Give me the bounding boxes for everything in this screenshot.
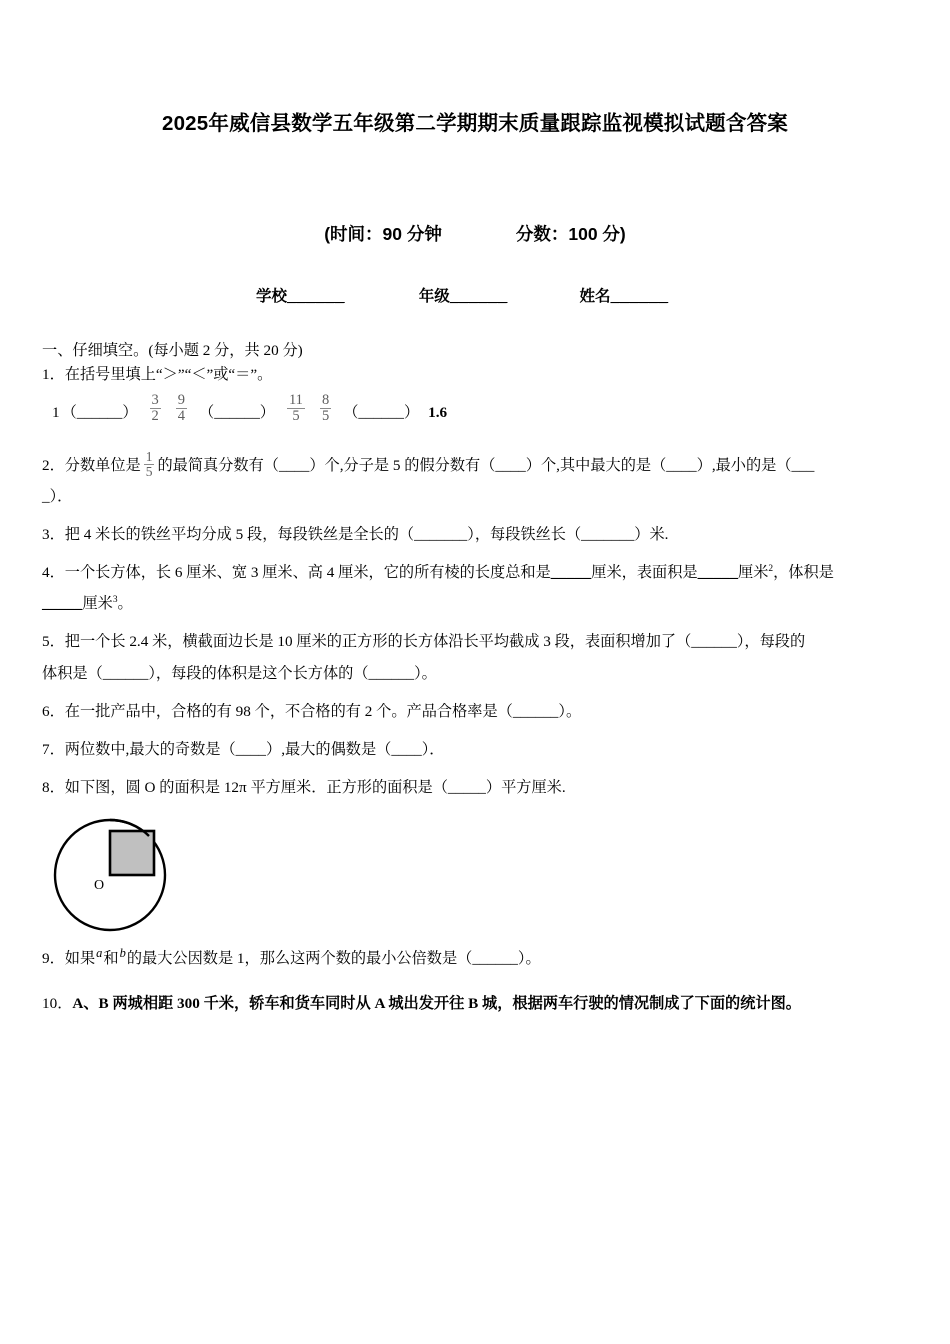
grade-blank: ______ xyxy=(449,288,508,305)
question-4 xyxy=(42,557,908,588)
question-9-text-c: 的最大公因数是 1，那么这两个数的最小公倍数是（______）。 xyxy=(126,950,541,968)
question-2-number: 2． xyxy=(42,456,65,474)
student-id-line xyxy=(42,246,908,306)
page-title: 2025年威信县数学五年级第二学期期末质量跟踪监视模拟试题含答案 xyxy=(161,112,788,135)
question-4-blank-2: _____ xyxy=(697,564,739,582)
question-2-text-b: 的最简真分数有（____）个,分子是 5 的假分数有（____）个,其中最大的是（____）,最小的是（___ xyxy=(157,456,815,474)
question-9-text-a: 如果 xyxy=(64,950,96,968)
exam-time-label: (时间：90 分钟 xyxy=(324,224,442,244)
circle-center-label: O xyxy=(94,878,105,894)
section-heading: 一、仔细填空。(每小题 2 分，共 20 分) xyxy=(42,342,303,359)
question-10-number: 10． xyxy=(42,995,73,1013)
question-6-text: 在一批产品中，合格的有 98 个，不合格的有 2 个。产品合格率是（______）。 xyxy=(64,702,582,720)
question-1-comparison-row xyxy=(42,393,908,424)
name-field: 姓名______ xyxy=(579,288,669,305)
question-8-figure-wrap xyxy=(42,809,908,943)
question-7 xyxy=(42,734,908,765)
question-4-text-e: 厘米 xyxy=(82,595,113,613)
question-3-number: 3． xyxy=(42,525,65,543)
question-4-blank-3: _____ xyxy=(42,595,83,613)
fraction-9-4: $\frac{9}{4}$ xyxy=(177,392,186,424)
question-6-number: 6． xyxy=(42,702,65,720)
fraction-1-5: $\frac{1}{5}$ xyxy=(145,449,153,479)
question-4-text-b: 厘米，表面积是 xyxy=(591,564,698,582)
exam-meta xyxy=(42,136,908,246)
question-1 xyxy=(42,364,908,386)
question-3-text: 把 4 米长的铁丝平均分成 5 段，每段铁丝是全长的（_______），每段铁丝长（_______）米. xyxy=(64,525,669,543)
compare-blank-2: （______） xyxy=(199,403,275,421)
question-9 xyxy=(42,943,908,974)
grade-field: 年级______ xyxy=(418,288,508,305)
question-1-text: 在括号里填上“＞”“＜”或“＝”。 xyxy=(64,366,273,384)
question-4-text-c: 厘米 xyxy=(738,564,769,582)
school-field: 学校______ xyxy=(256,288,345,305)
square-shape xyxy=(110,831,154,875)
question-4-text-d: ，体积是 xyxy=(773,564,834,582)
question-2-continuation: _）． xyxy=(42,487,73,505)
school-blank: ______ xyxy=(287,288,345,305)
exam-score-label: 分数：100 分) xyxy=(515,224,626,244)
name-blank: ______ xyxy=(610,288,669,305)
question-4-text-a: 一个长方体，长 6 厘米、宽 3 厘米、高 4 厘米，它的所有棱的长度总和是 xyxy=(64,564,551,582)
fraction-3-2: $\frac{3}{2}$ xyxy=(151,392,159,424)
question-4-text-f: 。 xyxy=(117,595,133,613)
question-5-continuation: 体积是（______），每段的体积是这个长方体的（______）。 xyxy=(42,664,437,682)
question-8 xyxy=(42,772,908,803)
variable-a: a xyxy=(96,946,103,961)
question-7-text: 两位数中,最大的奇数是（____）,最大的偶数是（____）． xyxy=(64,740,445,758)
compare-blank-3: （______） xyxy=(343,403,420,421)
superscript-2: 2 xyxy=(768,564,774,575)
question-9-number: 9． xyxy=(42,950,65,968)
compare-lead: 1 xyxy=(52,403,60,421)
superscript-3: 3 xyxy=(112,595,118,606)
fraction-8-5: $\frac{8}{5}$ xyxy=(321,392,330,424)
question-8-text: 如下图，圆 O 的面积是 12π 平方厘米．正方形的面积是（_____）平方厘米. xyxy=(64,779,566,797)
question-6 xyxy=(42,696,908,727)
question-8-number: 8． xyxy=(42,779,65,797)
question-10-text: A、B 两城相距 300 千米，轿车和货车同时从 A 城出发开往 B 城，根据两车行驶的情况制成了下面的统计图。 xyxy=(72,995,801,1013)
question-2-text-a: 分数单位是 xyxy=(64,456,141,474)
question-1-number: 1． xyxy=(42,366,65,384)
question-7-number: 7． xyxy=(42,740,65,758)
question-9-text-b: 和 xyxy=(103,950,119,968)
question-4-blank-1: _____ xyxy=(550,564,592,582)
circle-square-diagram xyxy=(48,809,228,939)
question-5 xyxy=(42,626,908,657)
compare-blank-1: （______） xyxy=(61,403,138,421)
question-4-number: 4． xyxy=(42,564,65,582)
variable-b: b xyxy=(119,946,126,961)
compare-tail-value: 1.6 xyxy=(428,403,448,421)
questions-body xyxy=(42,306,908,1015)
question-5-text-line1: 把一个长 2.4 米，横截面边长是 10 厘米的正方形的长方体沿长平均截成 3 段，表面积增加了（______），每段的 xyxy=(64,633,806,651)
question-5-number: 5． xyxy=(42,633,65,651)
question-2 xyxy=(42,450,908,481)
question-4-continuation xyxy=(42,588,908,619)
fraction-11-5: $\frac{11}{5}$ xyxy=(288,392,303,424)
question-3 xyxy=(42,519,908,550)
question-10 xyxy=(42,993,908,1015)
